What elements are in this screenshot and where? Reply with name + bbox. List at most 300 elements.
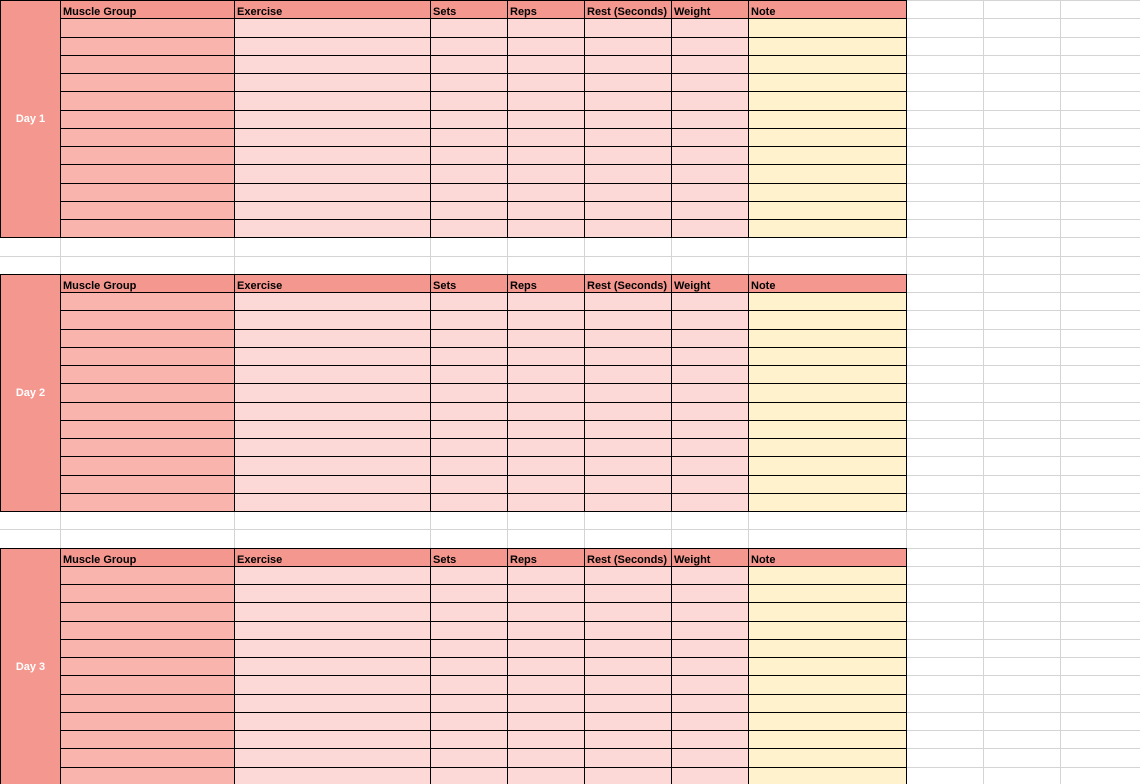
exercise-cell[interactable]: [234, 712, 431, 731]
reps-cell[interactable]: [507, 767, 585, 784]
sets-cell[interactable]: [430, 146, 508, 165]
reps-cell[interactable]: [507, 639, 585, 658]
sets-cell[interactable]: [430, 475, 508, 494]
rest-seconds-cell[interactable]: [584, 329, 672, 348]
muscle-group-cell[interactable]: [60, 146, 235, 165]
note-cell[interactable]: [748, 55, 907, 74]
reps-cell[interactable]: [507, 566, 585, 585]
weight-cell[interactable]: [671, 420, 749, 439]
note-cell[interactable]: [748, 310, 907, 330]
weight-cell[interactable]: [671, 183, 749, 202]
header-label: Muscle Group: [63, 554, 137, 566]
day-label-cell[interactable]: [0, 0, 61, 238]
reps-cell[interactable]: [507, 420, 585, 439]
weight-cell[interactable]: [671, 219, 749, 238]
sets-cell[interactable]: [430, 730, 508, 749]
rest-seconds-cell[interactable]: [584, 712, 672, 731]
rest-seconds-cell[interactable]: [584, 18, 672, 38]
reps-cell[interactable]: [507, 128, 585, 147]
weight-cell[interactable]: [671, 73, 749, 92]
exercise-cell[interactable]: [234, 694, 431, 713]
weight-cell[interactable]: [671, 329, 749, 348]
muscle-group-cell[interactable]: [60, 566, 235, 585]
reps-cell[interactable]: [507, 730, 585, 749]
reps-cell[interactable]: [507, 329, 585, 348]
weight-cell[interactable]: [671, 694, 749, 713]
reps-cell[interactable]: [507, 183, 585, 202]
note-cell[interactable]: [748, 475, 907, 494]
note-cell[interactable]: [748, 219, 907, 238]
header-label: Rest (Seconds): [587, 554, 668, 566]
exercise-cell[interactable]: [234, 420, 431, 439]
note-cell[interactable]: [748, 146, 907, 165]
rest-seconds-cell[interactable]: [584, 438, 672, 457]
weight-cell[interactable]: [671, 201, 749, 220]
header-rest-seconds[interactable]: [584, 0, 672, 19]
muscle-group-cell[interactable]: [60, 18, 235, 38]
note-cell[interactable]: [748, 347, 907, 366]
weight-cell[interactable]: [671, 566, 749, 585]
exercise-cell[interactable]: [234, 347, 431, 366]
reps-cell[interactable]: [507, 18, 585, 38]
weight-cell[interactable]: [671, 292, 749, 311]
reps-cell[interactable]: [507, 456, 585, 476]
reps-cell[interactable]: [507, 201, 585, 220]
sets-cell[interactable]: [430, 201, 508, 220]
reps-cell[interactable]: [507, 584, 585, 603]
note-cell[interactable]: [748, 18, 907, 38]
rest-seconds-cell[interactable]: [584, 456, 672, 476]
header-exercise[interactable]: [234, 0, 431, 19]
header-rest-seconds[interactable]: [584, 274, 672, 293]
header-label: Sets: [433, 6, 457, 18]
sets-cell[interactable]: [430, 110, 508, 129]
sets-cell[interactable]: [430, 18, 508, 38]
sets-cell[interactable]: [430, 292, 508, 311]
sets-cell[interactable]: [430, 493, 508, 512]
reps-cell[interactable]: [507, 712, 585, 731]
sets-cell[interactable]: [430, 767, 508, 784]
header-reps[interactable]: [507, 274, 585, 293]
weight-cell[interactable]: [671, 438, 749, 457]
weight-cell[interactable]: [671, 602, 749, 622]
muscle-group-cell[interactable]: [60, 292, 235, 311]
note-cell[interactable]: [748, 164, 907, 184]
reps-cell[interactable]: [507, 73, 585, 92]
sets-cell[interactable]: [430, 420, 508, 439]
sets-cell[interactable]: [430, 657, 508, 676]
rest-seconds-cell[interactable]: [584, 675, 672, 695]
rest-seconds-cell[interactable]: [584, 365, 672, 384]
rest-seconds-cell[interactable]: [584, 310, 672, 330]
exercise-cell[interactable]: [234, 37, 431, 56]
muscle-group-cell[interactable]: [60, 219, 235, 238]
header-label: Note: [751, 6, 776, 18]
rest-seconds-cell[interactable]: [584, 420, 672, 439]
note-cell[interactable]: [748, 584, 907, 603]
exercise-cell[interactable]: [234, 55, 431, 74]
sets-cell[interactable]: [430, 402, 508, 421]
weight-cell[interactable]: [671, 146, 749, 165]
note-cell[interactable]: [748, 383, 907, 403]
reps-cell[interactable]: [507, 365, 585, 384]
note-cell[interactable]: [748, 420, 907, 439]
exercise-cell[interactable]: [234, 621, 431, 640]
note-cell[interactable]: [748, 621, 907, 640]
exercise-cell[interactable]: [234, 164, 431, 184]
muscle-group-cell[interactable]: [60, 675, 235, 695]
reps-cell[interactable]: [507, 694, 585, 713]
exercise-cell[interactable]: [234, 91, 431, 111]
day-label-cell[interactable]: [0, 274, 61, 512]
header-label: Sets: [433, 554, 457, 566]
muscle-group-cell[interactable]: [60, 694, 235, 713]
reps-cell[interactable]: [507, 37, 585, 56]
header-sets[interactable]: [430, 274, 508, 293]
note-cell[interactable]: [748, 602, 907, 622]
exercise-cell[interactable]: [234, 657, 431, 676]
header-label: Note: [751, 554, 776, 566]
weight-cell[interactable]: [671, 18, 749, 38]
gridline-vertical: [1060, 0, 1061, 784]
sets-cell[interactable]: [430, 219, 508, 238]
rest-seconds-cell[interactable]: [584, 164, 672, 184]
rest-seconds-cell[interactable]: [584, 694, 672, 713]
rest-seconds-cell[interactable]: [584, 402, 672, 421]
note-cell[interactable]: [748, 639, 907, 658]
weight-cell[interactable]: [671, 347, 749, 366]
header-weight[interactable]: [671, 0, 749, 19]
muscle-group-cell[interactable]: [60, 329, 235, 348]
muscle-group-cell[interactable]: [60, 37, 235, 56]
reps-cell[interactable]: [507, 748, 585, 768]
header-label: Exercise: [237, 280, 283, 292]
note-cell[interactable]: [748, 657, 907, 676]
exercise-cell[interactable]: [234, 730, 431, 749]
muscle-group-cell[interactable]: [60, 438, 235, 457]
rest-seconds-cell[interactable]: [584, 602, 672, 622]
sets-cell[interactable]: [430, 310, 508, 330]
weight-cell[interactable]: [671, 383, 749, 403]
weight-cell[interactable]: [671, 493, 749, 512]
muscle-group-cell[interactable]: [60, 475, 235, 494]
weight-cell[interactable]: [671, 657, 749, 676]
reps-cell[interactable]: [507, 621, 585, 640]
header-reps[interactable]: [507, 548, 585, 567]
day-label-text: Day 3: [15, 661, 46, 673]
note-cell[interactable]: [748, 365, 907, 384]
weight-cell[interactable]: [671, 310, 749, 330]
muscle-group-cell[interactable]: [60, 712, 235, 731]
exercise-cell[interactable]: [234, 183, 431, 202]
weight-cell[interactable]: [671, 748, 749, 768]
exercise-cell[interactable]: [234, 584, 431, 603]
reps-cell[interactable]: [507, 292, 585, 311]
header-label: Exercise: [237, 6, 283, 18]
exercise-cell[interactable]: [234, 767, 431, 784]
muscle-group-cell[interactable]: [60, 128, 235, 147]
header-label: Rest (Seconds): [587, 6, 668, 18]
weight-cell[interactable]: [671, 164, 749, 184]
reps-cell[interactable]: [507, 91, 585, 111]
muscle-group-cell[interactable]: [60, 639, 235, 658]
weight-cell[interactable]: [671, 37, 749, 56]
rest-seconds-cell[interactable]: [584, 383, 672, 403]
header-weight[interactable]: [671, 274, 749, 293]
sets-cell[interactable]: [430, 164, 508, 184]
header-note[interactable]: [748, 548, 907, 567]
rest-seconds-cell[interactable]: [584, 748, 672, 768]
header-label: Weight: [674, 6, 711, 18]
header-muscle-group[interactable]: [60, 0, 235, 19]
muscle-group-cell[interactable]: [60, 584, 235, 603]
reps-cell[interactable]: [507, 475, 585, 494]
weight-cell[interactable]: [671, 475, 749, 494]
muscle-group-cell[interactable]: [60, 91, 235, 111]
weight-cell[interactable]: [671, 128, 749, 147]
header-label: Reps: [510, 6, 537, 18]
note-cell[interactable]: [748, 748, 907, 768]
header-label: Sets: [433, 280, 457, 292]
rest-seconds-cell[interactable]: [584, 767, 672, 784]
sets-cell[interactable]: [430, 639, 508, 658]
sets-cell[interactable]: [430, 584, 508, 603]
weight-cell[interactable]: [671, 110, 749, 129]
exercise-cell[interactable]: [234, 219, 431, 238]
rest-seconds-cell[interactable]: [584, 292, 672, 311]
rest-seconds-cell[interactable]: [584, 146, 672, 165]
sets-cell[interactable]: [430, 694, 508, 713]
note-cell[interactable]: [748, 456, 907, 476]
header-reps[interactable]: [507, 0, 585, 19]
note-cell[interactable]: [748, 37, 907, 56]
header-exercise[interactable]: [234, 548, 431, 567]
note-cell[interactable]: [748, 91, 907, 111]
note-cell[interactable]: [748, 712, 907, 731]
muscle-group-cell[interactable]: [60, 164, 235, 184]
reps-cell[interactable]: [507, 146, 585, 165]
sets-cell[interactable]: [430, 602, 508, 622]
note-cell[interactable]: [748, 566, 907, 585]
note-cell[interactable]: [748, 329, 907, 348]
exercise-cell[interactable]: [234, 128, 431, 147]
weight-cell[interactable]: [671, 55, 749, 74]
rest-seconds-cell[interactable]: [584, 219, 672, 238]
sets-cell[interactable]: [430, 438, 508, 457]
exercise-cell[interactable]: [234, 639, 431, 658]
header-label: Exercise: [237, 554, 283, 566]
header-label: Muscle Group: [63, 280, 137, 292]
muscle-group-cell[interactable]: [60, 767, 235, 784]
note-cell[interactable]: [748, 675, 907, 695]
note-cell[interactable]: [748, 110, 907, 129]
rest-seconds-cell[interactable]: [584, 183, 672, 202]
muscle-group-cell[interactable]: [60, 347, 235, 366]
rest-seconds-cell[interactable]: [584, 201, 672, 220]
gridline-horizontal: [0, 256, 1140, 257]
muscle-group-cell[interactable]: [60, 657, 235, 676]
sets-cell[interactable]: [430, 675, 508, 695]
reps-cell[interactable]: [507, 438, 585, 457]
header-sets[interactable]: [430, 548, 508, 567]
note-cell[interactable]: [748, 292, 907, 311]
header-note[interactable]: [748, 274, 907, 293]
header-label: Reps: [510, 280, 537, 292]
weight-cell[interactable]: [671, 402, 749, 421]
sets-cell[interactable]: [430, 456, 508, 476]
exercise-cell[interactable]: [234, 456, 431, 476]
muscle-group-cell[interactable]: [60, 748, 235, 768]
exercise-cell[interactable]: [234, 329, 431, 348]
muscle-group-cell[interactable]: [60, 365, 235, 384]
weight-cell[interactable]: [671, 639, 749, 658]
reps-cell[interactable]: [507, 219, 585, 238]
header-muscle-group[interactable]: [60, 548, 235, 567]
note-cell[interactable]: [748, 438, 907, 457]
muscle-group-cell[interactable]: [60, 383, 235, 403]
weight-cell[interactable]: [671, 365, 749, 384]
reps-cell[interactable]: [507, 55, 585, 74]
sets-cell[interactable]: [430, 183, 508, 202]
exercise-cell[interactable]: [234, 475, 431, 494]
exercise-cell[interactable]: [234, 566, 431, 585]
muscle-group-cell[interactable]: [60, 420, 235, 439]
exercise-cell[interactable]: [234, 73, 431, 92]
rest-seconds-cell[interactable]: [584, 639, 672, 658]
day-label-text: Day 1: [15, 113, 46, 125]
sets-cell[interactable]: [430, 621, 508, 640]
muscle-group-cell[interactable]: [60, 55, 235, 74]
note-cell[interactable]: [748, 493, 907, 512]
weight-cell[interactable]: [671, 712, 749, 731]
day-label-cell[interactable]: [0, 548, 61, 784]
note-cell[interactable]: [748, 730, 907, 749]
header-sets[interactable]: [430, 0, 508, 19]
weight-cell[interactable]: [671, 730, 749, 749]
reps-cell[interactable]: [507, 110, 585, 129]
muscle-group-cell[interactable]: [60, 456, 235, 476]
muscle-group-cell[interactable]: [60, 730, 235, 749]
rest-seconds-cell[interactable]: [584, 347, 672, 366]
exercise-cell[interactable]: [234, 110, 431, 129]
note-cell[interactable]: [748, 402, 907, 421]
sets-cell[interactable]: [430, 329, 508, 348]
sets-cell[interactable]: [430, 37, 508, 56]
sets-cell[interactable]: [430, 748, 508, 768]
sets-cell[interactable]: [430, 712, 508, 731]
exercise-cell[interactable]: [234, 493, 431, 512]
header-note[interactable]: [748, 0, 907, 19]
note-cell[interactable]: [748, 128, 907, 147]
muscle-group-cell[interactable]: [60, 621, 235, 640]
sets-cell[interactable]: [430, 73, 508, 92]
muscle-group-cell[interactable]: [60, 310, 235, 330]
reps-cell[interactable]: [507, 657, 585, 676]
reps-cell[interactable]: [507, 164, 585, 184]
rest-seconds-cell[interactable]: [584, 91, 672, 111]
day-label-text: Day 2: [15, 387, 46, 399]
sets-cell[interactable]: [430, 566, 508, 585]
header-weight[interactable]: [671, 548, 749, 567]
note-cell[interactable]: [748, 183, 907, 202]
sets-cell[interactable]: [430, 347, 508, 366]
weight-cell[interactable]: [671, 91, 749, 111]
note-cell[interactable]: [748, 73, 907, 92]
rest-seconds-cell[interactable]: [584, 584, 672, 603]
rest-seconds-cell[interactable]: [584, 493, 672, 512]
note-cell[interactable]: [748, 767, 907, 784]
weight-cell[interactable]: [671, 767, 749, 784]
reps-cell[interactable]: [507, 347, 585, 366]
reps-cell[interactable]: [507, 602, 585, 622]
gridline-horizontal: [0, 529, 1140, 530]
sets-cell[interactable]: [430, 383, 508, 403]
note-cell[interactable]: [748, 201, 907, 220]
sets-cell[interactable]: [430, 91, 508, 111]
rest-seconds-cell[interactable]: [584, 37, 672, 56]
muscle-group-cell[interactable]: [60, 110, 235, 129]
weight-cell[interactable]: [671, 621, 749, 640]
muscle-group-cell[interactable]: [60, 493, 235, 512]
exercise-cell[interactable]: [234, 201, 431, 220]
exercise-cell[interactable]: [234, 146, 431, 165]
exercise-cell[interactable]: [234, 18, 431, 38]
rest-seconds-cell[interactable]: [584, 55, 672, 74]
muscle-group-cell[interactable]: [60, 73, 235, 92]
reps-cell[interactable]: [507, 675, 585, 695]
exercise-cell[interactable]: [234, 292, 431, 311]
sets-cell[interactable]: [430, 55, 508, 74]
rest-seconds-cell[interactable]: [584, 128, 672, 147]
rest-seconds-cell[interactable]: [584, 621, 672, 640]
exercise-cell[interactable]: [234, 675, 431, 695]
rest-seconds-cell[interactable]: [584, 566, 672, 585]
reps-cell[interactable]: [507, 383, 585, 403]
rest-seconds-cell[interactable]: [584, 73, 672, 92]
rest-seconds-cell[interactable]: [584, 110, 672, 129]
rest-seconds-cell[interactable]: [584, 730, 672, 749]
exercise-cell[interactable]: [234, 310, 431, 330]
exercise-cell[interactable]: [234, 748, 431, 768]
reps-cell[interactable]: [507, 493, 585, 512]
exercise-cell[interactable]: [234, 383, 431, 403]
header-muscle-group[interactable]: [60, 274, 235, 293]
reps-cell[interactable]: [507, 402, 585, 421]
muscle-group-cell[interactable]: [60, 402, 235, 421]
exercise-cell[interactable]: [234, 402, 431, 421]
weight-cell[interactable]: [671, 584, 749, 603]
exercise-cell[interactable]: [234, 438, 431, 457]
header-rest-seconds[interactable]: [584, 548, 672, 567]
gridline-vertical: [983, 0, 984, 784]
rest-seconds-cell[interactable]: [584, 475, 672, 494]
muscle-group-cell[interactable]: [60, 201, 235, 220]
reps-cell[interactable]: [507, 310, 585, 330]
sets-cell[interactable]: [430, 365, 508, 384]
muscle-group-cell[interactable]: [60, 602, 235, 622]
exercise-cell[interactable]: [234, 365, 431, 384]
sets-cell[interactable]: [430, 128, 508, 147]
weight-cell[interactable]: [671, 675, 749, 695]
header-label: Reps: [510, 554, 537, 566]
muscle-group-cell[interactable]: [60, 183, 235, 202]
header-label: Weight: [674, 554, 711, 566]
note-cell[interactable]: [748, 694, 907, 713]
weight-cell[interactable]: [671, 456, 749, 476]
rest-seconds-cell[interactable]: [584, 657, 672, 676]
exercise-cell[interactable]: [234, 602, 431, 622]
header-exercise[interactable]: [234, 274, 431, 293]
